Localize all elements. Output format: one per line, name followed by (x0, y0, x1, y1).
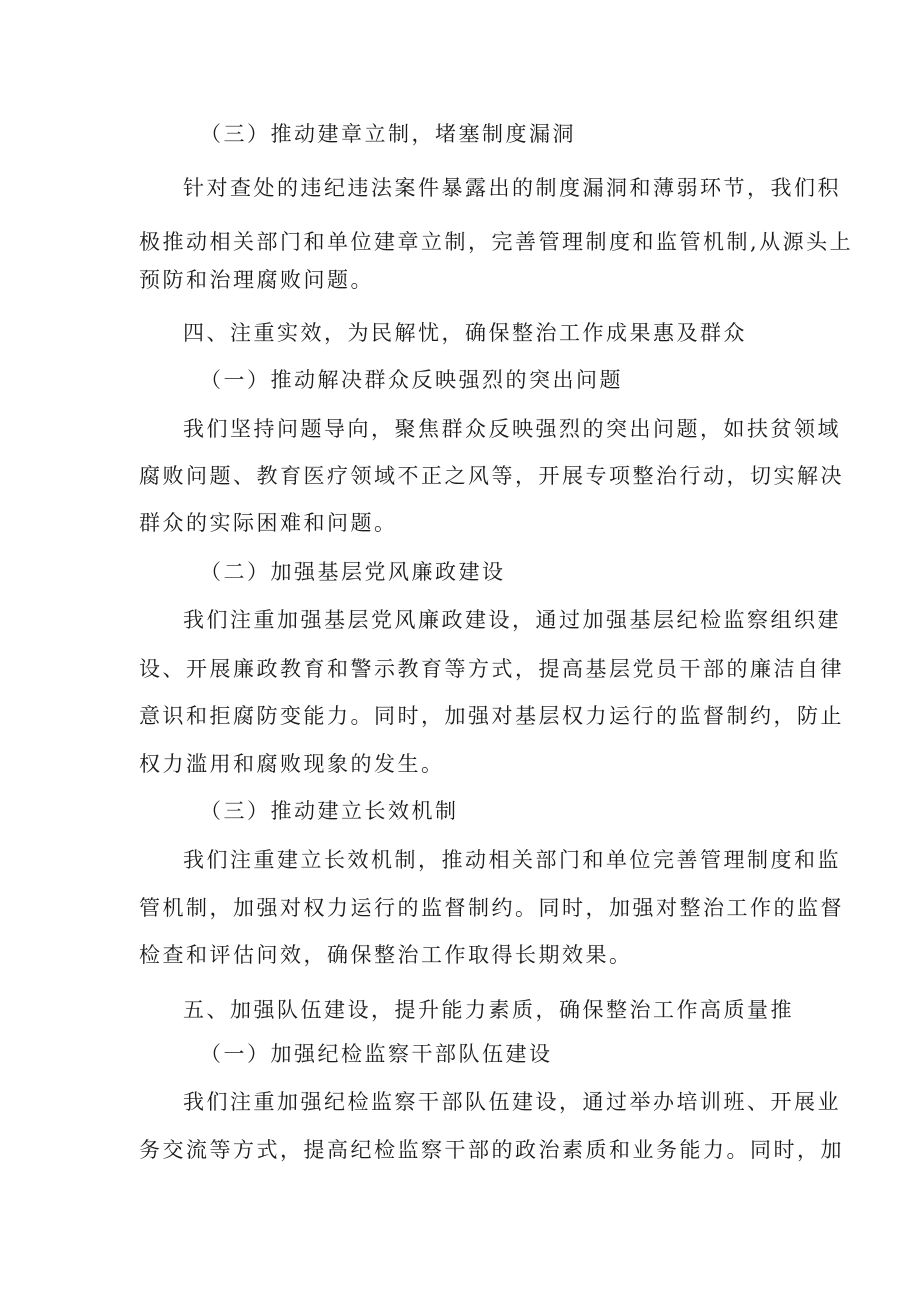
part4-sub1-body-line-2: 腐败问题、教育医疗领域不正之风等，开展专项整治行动，切实解决 (139, 464, 844, 488)
part4-heading: 四、注重实效，为民解忧，确保整治工作成果惠及群众 (183, 321, 747, 345)
part4-sub3-body-line-1: 我们注重建立长效机制，推动相关部门和单位完善管理制度和监 (183, 848, 841, 872)
part4-sub2-heading: （二）加强基层党风廉政建设 (200, 560, 506, 584)
part4-sub2-body-line-4: 权力滥用和腐败现象的发生。 (139, 752, 445, 776)
section3-heading: （三）推动建章立制，堵塞制度漏洞 (200, 122, 576, 146)
part4-sub1-body-line-1: 我们坚持问题导向，聚焦群众反映强烈的突出问题，如扶贫领域 (183, 417, 841, 441)
part4-sub2-body-line-1: 我们注重加强基层党风廉政建设，通过加强基层纪检监察组织建 (183, 608, 841, 632)
section3-body-line-1: 针对查处的违纪违法案件暴露出的制度漏洞和薄弱环节，我们积 (183, 176, 841, 200)
part5-sub1-body-line-1: 我们注重加强纪检监察干部队伍建设，通过举办培训班、开展业 (183, 1090, 841, 1114)
part4-sub2-body-line-3: 意识和拒腐防变能力。同时，加强对基层权力运行的监督制约，防止 (139, 704, 844, 728)
part4-sub1-heading: （一）推动解决群众反映强烈的突出问题 (200, 368, 623, 392)
part5-sub1-heading: （一）加强纪检监察干部队伍建设 (200, 1042, 553, 1066)
part4-sub3-body-line-2: 管机制，加强对权力运行的监督制约。同时，加强对整治工作的监督 (139, 896, 844, 920)
part5-sub1-body-line-2: 务交流等方式，提高纪检监察干部的政治素质和业务能力。同时，加 (139, 1138, 844, 1162)
part4-sub2-body-line-2: 设、开展廉政教育和警示教育等方式，提高基层党员干部的廉洁自律 (139, 657, 844, 681)
part4-sub1-body-line-3: 群众的实际困难和问题。 (139, 511, 398, 535)
part5-heading: 五、加强队伍建设，提升能力素质，确保整治工作高质量推 (183, 998, 794, 1022)
section3-body-line-3: 预防和治理腐败问题。 (139, 268, 374, 292)
part4-sub3-heading: （三）推动建立长效机制 (200, 799, 459, 823)
section3-body-line-2: 极推动相关部门和单位建章立制，完善管理制度和监管机制,从源头上 (139, 230, 854, 254)
part4-sub3-body-line-3: 检查和评估问效，确保整治工作取得长期效果。 (139, 943, 633, 967)
